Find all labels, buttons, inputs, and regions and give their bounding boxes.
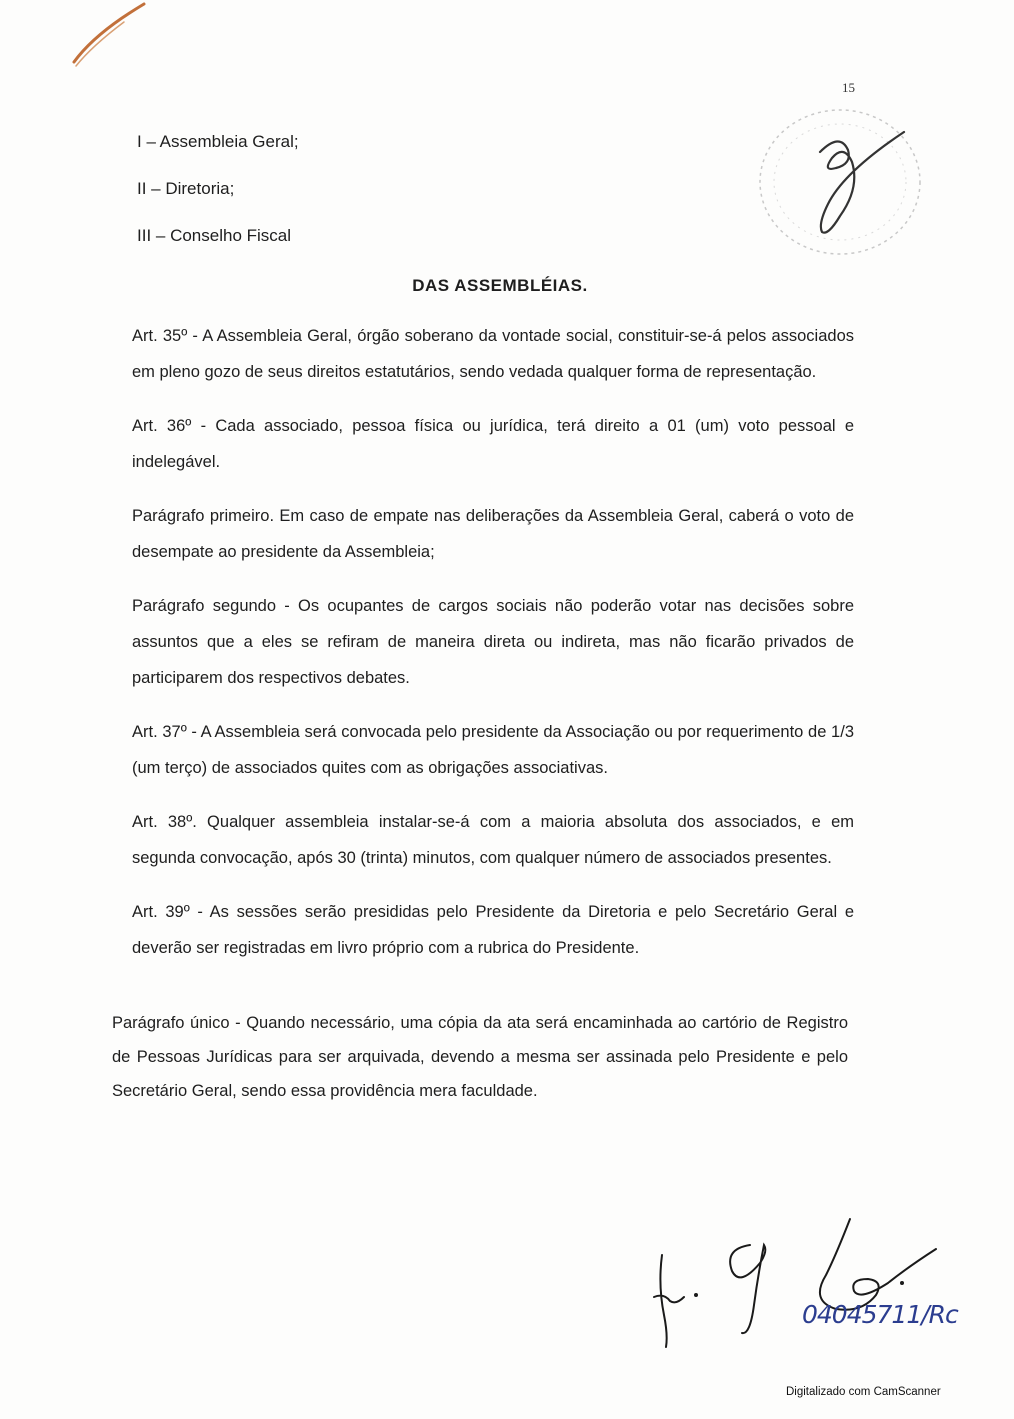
notary-seal-with-signature bbox=[748, 92, 928, 262]
list-item: III – Conselho Fiscal bbox=[137, 226, 292, 245]
governance-bodies-list bbox=[137, 130, 299, 271]
paragraph-art-38: Art. 38º. Qualquer assembleia instalar-se-á com a maioria absoluta dos associados, e em segunda convocação, após 30 (trinta) minutos, com qualquer número de associados presentes. bbox=[132, 813, 854, 867]
body-text bbox=[132, 318, 854, 988]
scanner-footer: Digitalizado com CamScanner bbox=[786, 1386, 941, 1398]
paragraph-art-35: Art. 35º - A Assembleia Geral, órgão soberano da vontade social, constituir-se-á pelos associados em pleno gozo de seus direitos estatutários, sendo vedada qualquer forma de representação. bbox=[132, 327, 854, 381]
section-heading: DAS ASSEMBLÉIAS. bbox=[412, 276, 588, 295]
paragraph-segundo: Parágrafo segundo - Os ocupantes de cargos sociais não poderão votar nas decisões sobre assuntos que a eles se refiram de maneira direta ou indireta, mas não ficarão privados de participarem dos respectivos debates. bbox=[132, 597, 854, 687]
paragraph-primeiro: Parágrafo primeiro. Em caso de empate nas deliberações da Assembleia Geral, caberá o voto de desempate ao presidente da Assembleia; bbox=[132, 507, 854, 561]
list-item: I – Assembleia Geral; bbox=[137, 132, 299, 151]
paragraph-unico: Parágrafo único - Quando necessário, uma cópia da ata será encaminhada ao cartório de Registro de Pessoas Jurídicas para ser arquivada, devendo a mesma ser assinada pelo Presidente e pelo Secretário Geral, sendo essa providência mera faculdade. bbox=[112, 1014, 848, 1100]
handwritten-signatures bbox=[640, 1205, 960, 1365]
corner-pen-mark bbox=[70, 0, 150, 70]
list-item: II – Diretoria; bbox=[137, 179, 235, 198]
page-number: 15 bbox=[842, 80, 855, 95]
paragraph-art-36: Art. 36º - Cada associado, pessoa física ou jurídica, terá direito a 01 (um) voto pessoal e indelegável. bbox=[132, 417, 854, 471]
handwritten-registration-number: 04045711/Rc bbox=[802, 1300, 958, 1329]
paragraph-art-39: Art. 39º - As sessões serão presididas pelo Presidente da Diretoria e pelo Secretário Geral e deverão ser registradas em livro próprio com a rubrica do Presidente. bbox=[132, 903, 854, 957]
paragraph-art-37: Art. 37º - A Assembleia será convocada pelo presidente da Associação ou por requerimento de 1/3 (um terço) de associados quites com as obrigações associativas. bbox=[132, 723, 854, 777]
